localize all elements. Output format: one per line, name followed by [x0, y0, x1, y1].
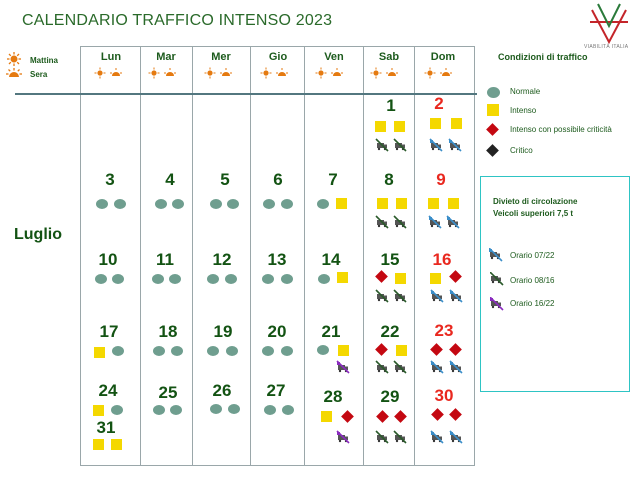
- date-26: 26: [212, 381, 232, 400]
- normal-marker: [263, 199, 275, 209]
- day-monday: Lun: [100, 51, 122, 63]
- critical-legend-marker: [486, 144, 499, 157]
- normal-marker: [228, 404, 240, 414]
- normal-marker: [262, 346, 274, 356]
- ban-07-22-icon: [489, 248, 503, 262]
- time-slot-icons: [90, 67, 470, 79]
- date-14: 14: [321, 250, 341, 269]
- normal-marker: [114, 199, 126, 209]
- header-divider: [15, 93, 477, 95]
- date-6: 6: [273, 170, 283, 189]
- intense-marker: [336, 198, 347, 209]
- intense-marker: [375, 121, 386, 132]
- column-divider: [192, 46, 193, 466]
- normal-marker: [281, 274, 293, 284]
- intense-legend-marker: [487, 104, 499, 116]
- intense-marker: [451, 118, 462, 129]
- date-8: 8: [384, 170, 394, 189]
- month-label: Luglio: [14, 226, 62, 243]
- ban-title-line2: Veicoli superiori 7,5 t: [493, 209, 574, 218]
- intense-marker: [428, 198, 439, 209]
- date-11: 11: [156, 250, 174, 269]
- normal-marker: [171, 346, 183, 356]
- date-13: 13: [267, 250, 287, 269]
- date-18: 18: [158, 322, 178, 341]
- date-9: 9: [436, 170, 446, 189]
- intense-marker: [338, 345, 349, 356]
- intense-marker: [396, 345, 407, 356]
- normal-marker: [95, 274, 107, 284]
- date-10: 10: [98, 250, 118, 269]
- normal-marker: [318, 274, 330, 284]
- day-saturday: Sab: [378, 51, 400, 63]
- normal-marker: [111, 405, 123, 415]
- normal-marker: [169, 274, 181, 284]
- normal-legend-marker: [487, 87, 500, 98]
- normal-marker: [262, 274, 274, 284]
- ban-title-line1: Divieto di circolazione: [493, 197, 578, 206]
- normal-marker: [227, 199, 239, 209]
- date-19: 19: [213, 322, 233, 341]
- intense-critical-legend-marker: [486, 123, 499, 136]
- normal-marker: [207, 274, 219, 284]
- normal-marker: [207, 346, 219, 356]
- intense-marker: [93, 439, 104, 450]
- intense-marker: [448, 198, 459, 209]
- normal-marker: [282, 405, 294, 415]
- normal-marker: [281, 199, 293, 209]
- date-31: 31: [96, 418, 116, 437]
- date-17: 17: [99, 322, 119, 341]
- page-title: CALENDARIO TRAFFICO INTENSO 2023: [22, 12, 333, 29]
- intense-legend-label: Intenso: [510, 106, 537, 115]
- normal-marker: [317, 345, 329, 355]
- ban-16-22-icon: [490, 297, 504, 311]
- ban-08-16-label: Orario 08/16: [510, 276, 555, 285]
- morning-sun-icon: [6, 52, 22, 66]
- intense-marker: [394, 121, 405, 132]
- logo-text: VIABILITÀ ITALIA: [584, 44, 629, 50]
- normal-marker: [317, 199, 329, 209]
- conditions-title: Condizioni di traffico: [498, 52, 588, 62]
- date-25: 25: [158, 383, 178, 402]
- date-21: 21: [321, 322, 341, 341]
- intense-marker: [395, 273, 406, 284]
- intense-marker: [430, 273, 441, 284]
- normal-marker: [210, 404, 222, 414]
- normal-marker: [225, 274, 237, 284]
- normal-marker: [153, 405, 165, 415]
- intense-marker: [396, 198, 407, 209]
- date-27: 27: [266, 381, 286, 400]
- column-divider: [304, 46, 305, 466]
- normal-marker: [96, 199, 108, 209]
- date-15: 15: [380, 250, 400, 269]
- normal-marker: [264, 405, 276, 415]
- date-28: 28: [323, 387, 343, 406]
- normal-marker: [170, 405, 182, 415]
- column-divider: [140, 46, 141, 466]
- normal-marker: [172, 199, 184, 209]
- ban-16-22-label: Orario 16/22: [510, 299, 555, 308]
- intense-critical-legend-label: Intenso con possibile criticità: [510, 125, 612, 134]
- day-sunday: Dom: [430, 51, 456, 63]
- date-4: 4: [165, 170, 175, 189]
- evening-label: Sera: [30, 70, 48, 79]
- date-23: 23: [434, 321, 454, 340]
- critical-legend-label: Critico: [510, 146, 533, 155]
- normal-marker: [112, 346, 124, 356]
- normal-marker: [112, 274, 124, 284]
- column-divider: [250, 46, 251, 466]
- date-3: 3: [105, 170, 115, 189]
- date-7: 7: [328, 170, 338, 189]
- date-5: 5: [220, 170, 230, 189]
- ban-07-22-label: Orario 07/22: [510, 251, 555, 260]
- intense-marker: [111, 439, 122, 450]
- intense-marker: [93, 405, 104, 416]
- normal-marker: [152, 274, 164, 284]
- normal-marker: [153, 346, 165, 356]
- day-friday: Ven: [324, 51, 344, 63]
- evening-sun-icon: [6, 68, 22, 78]
- normal-legend-label: Normale: [510, 87, 541, 96]
- date-12: 12: [212, 250, 232, 269]
- normal-marker: [210, 199, 222, 209]
- column-divider: [363, 46, 364, 466]
- date-24: 24: [98, 381, 118, 400]
- day-tuesday: Mar: [156, 51, 176, 63]
- intense-marker: [321, 411, 332, 422]
- date-30: 30: [434, 386, 454, 405]
- date-16: 16: [432, 250, 452, 269]
- normal-marker: [281, 346, 293, 356]
- day-thursday: Gio: [268, 51, 288, 63]
- date-20: 20: [267, 322, 287, 341]
- day-wednesday: Mer: [211, 51, 231, 63]
- date-2: 2: [434, 94, 444, 113]
- ban-08-16-icon: [490, 272, 504, 286]
- morning-label: Mattina: [30, 56, 58, 65]
- normal-marker: [155, 199, 167, 209]
- intense-marker: [337, 272, 348, 283]
- normal-marker: [226, 346, 238, 356]
- intense-marker: [430, 118, 441, 129]
- intense-marker: [377, 198, 388, 209]
- date-22: 22: [380, 322, 400, 341]
- date-1: 1: [386, 96, 396, 115]
- column-divider: [414, 46, 415, 466]
- date-29: 29: [380, 387, 400, 406]
- intense-marker: [94, 347, 105, 358]
